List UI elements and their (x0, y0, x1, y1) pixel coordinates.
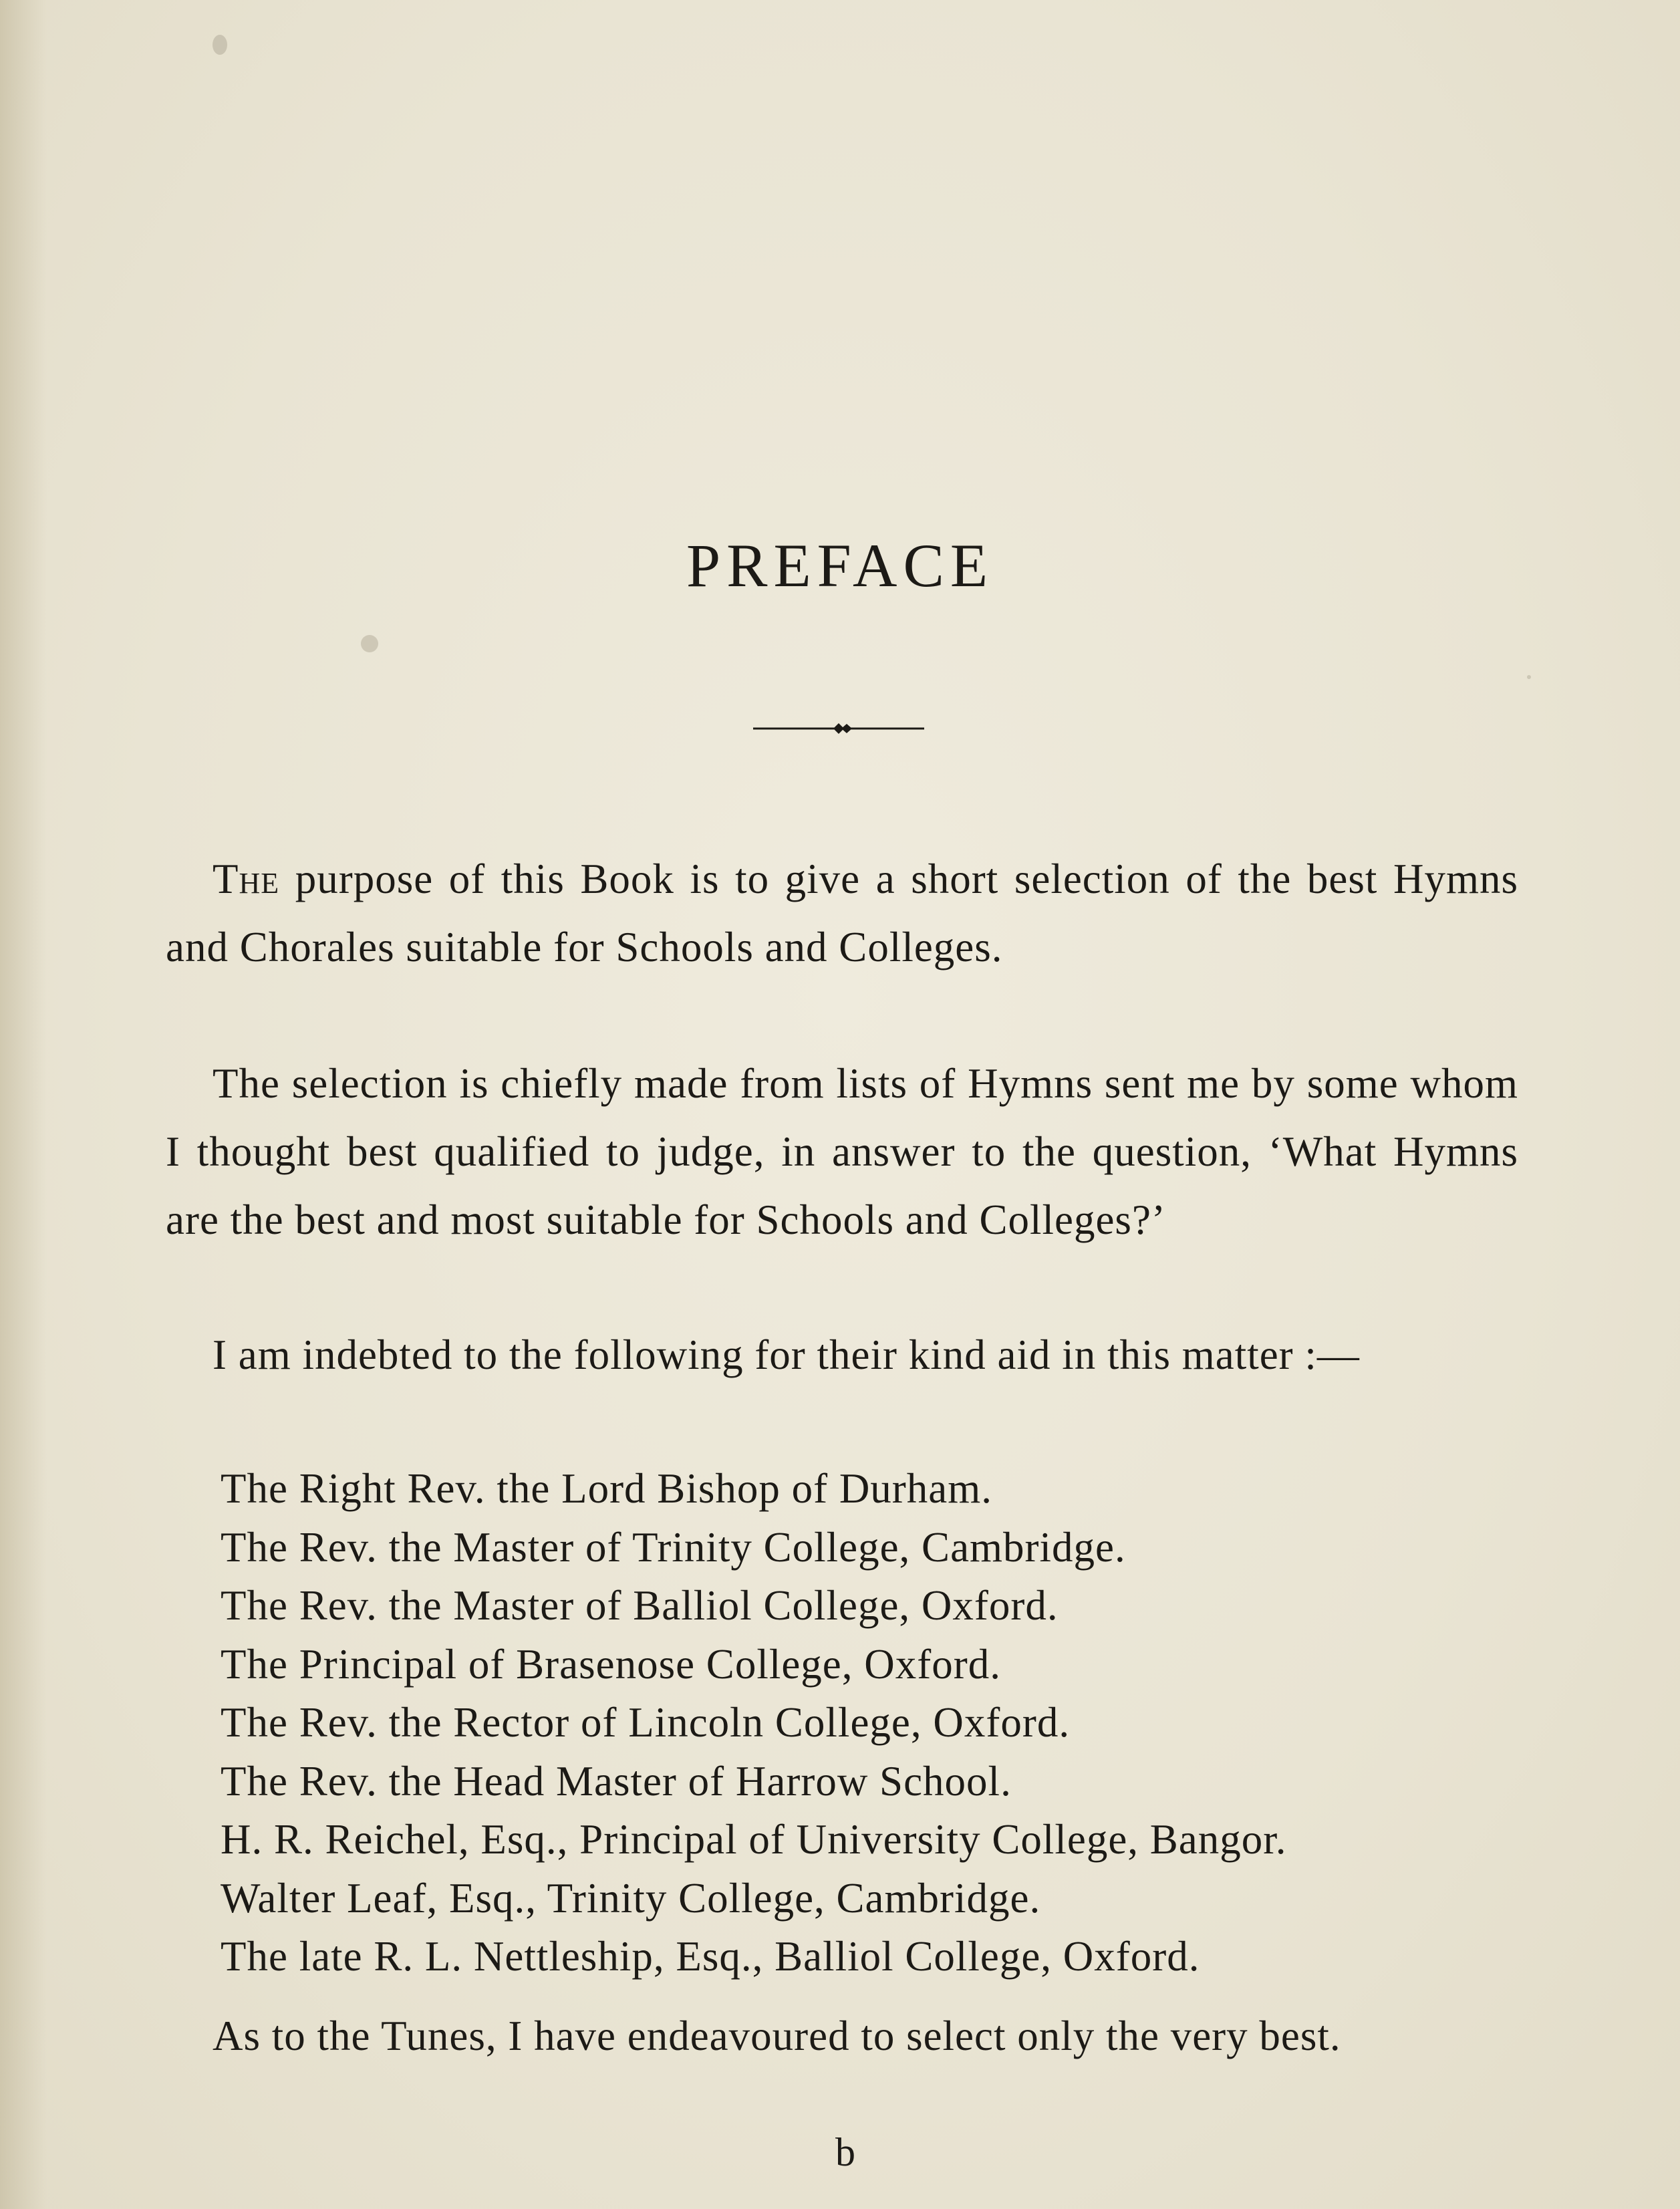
intro-paragraph-text: purpose of this Book is to give a short selection of the best Hymns and Chorales suitable for Schools and Colleges. (166, 856, 1518, 970)
signature-mark: b (835, 2130, 855, 2174)
page-edge-shadow (0, 0, 47, 2209)
acknowledgement-item: The late R. L. Nettleship, Esq., Balliol College, Oxford. (221, 1933, 1200, 1980)
intro-paragraph (166, 845, 1518, 981)
acknowledgement-item: H. R. Reichel, Esq., Principal of University College, Bangor. (221, 1816, 1287, 1863)
indebted-paragraph: I am indebted to the following for their kind aid in this matter :— (213, 1331, 1360, 1378)
paper-speck (213, 35, 227, 55)
paper-speck (1527, 675, 1531, 679)
acknowledgements-list (221, 1460, 1287, 1986)
intro-lead-word: The (213, 856, 280, 902)
paper-speck (361, 635, 378, 652)
acknowledgement-item: The Rev. the Master of Trinity College, Cambridge. (221, 1523, 1126, 1571)
tunes-paragraph: As to the Tunes, I have endeavoured to select only the very best. (213, 2012, 1341, 2059)
acknowledgement-item: The Principal of Brasenose College, Oxford. (221, 1640, 1001, 1688)
acknowledgement-item: The Rev. the Head Master of Harrow School. (221, 1757, 1012, 1805)
acknowledgement-item: Walter Leaf, Esq., Trinity College, Cambridge. (221, 1874, 1041, 1922)
selection-paragraph: The selection is chiefly made from lists of Hymns sent me by some whom I thought best qualified to judge, in answer to the question, ‘What Hymns are the best and most suitable for Schools and Colleges?’ (166, 1060, 1518, 1243)
acknowledgement-item: The Right Rev. the Lord Bishop of Durham. (221, 1465, 993, 1512)
page-title: PREFACE (686, 531, 994, 600)
acknowledgement-item: The Rev. the Master of Balliol College, Oxford. (221, 1582, 1059, 1629)
title-ornament-divider (753, 721, 924, 737)
acknowledgement-item: The Rev. the Rector of Lincoln College, Oxford. (221, 1699, 1071, 1746)
